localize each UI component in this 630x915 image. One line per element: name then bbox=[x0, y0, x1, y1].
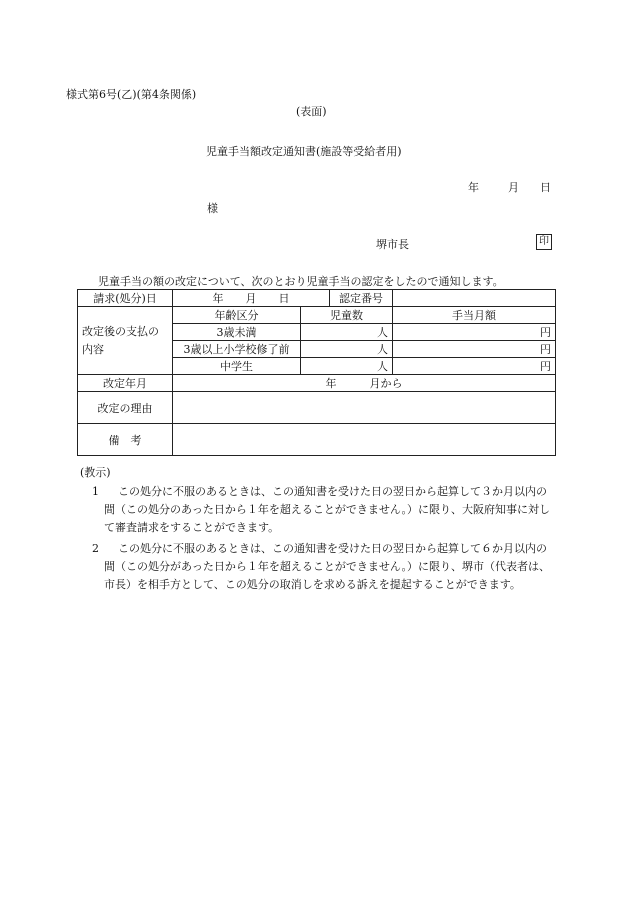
date-month: 月 bbox=[508, 181, 519, 194]
amount-unit: 円 bbox=[393, 341, 556, 358]
age-category: 3歳以上小学校修了前 bbox=[173, 341, 301, 358]
note-item bbox=[82, 483, 552, 537]
request-date-label: 請求(処分)日 bbox=[78, 290, 173, 307]
header-age: 年齢区分 bbox=[173, 307, 301, 324]
side-label: (表面) bbox=[296, 105, 327, 118]
age-category: 中学生 bbox=[173, 358, 301, 375]
notes-heading: (教示) bbox=[80, 466, 111, 479]
certification-table bbox=[77, 289, 556, 456]
header-amount: 手当月額 bbox=[393, 307, 556, 324]
table-row bbox=[78, 392, 556, 424]
table-row bbox=[78, 307, 556, 324]
remarks-label: 備 考 bbox=[78, 424, 173, 456]
seal-mark: 印 bbox=[536, 234, 552, 250]
count-unit: 人 bbox=[301, 358, 393, 375]
reason-value bbox=[173, 392, 556, 424]
intro-text: 児童手当の額の改定について、次のとおり児童手当の認定をしたので通知します。 bbox=[98, 275, 504, 288]
remarks-value bbox=[173, 424, 556, 456]
count-unit: 人 bbox=[301, 324, 393, 341]
note-number: 2 bbox=[92, 542, 99, 555]
note-item bbox=[82, 540, 552, 594]
note-number: 1 bbox=[92, 485, 99, 498]
amount-unit: 円 bbox=[393, 358, 556, 375]
table-row bbox=[78, 424, 556, 456]
date-year: 年 bbox=[468, 181, 479, 194]
table-row bbox=[78, 290, 556, 307]
header-count: 児童数 bbox=[301, 307, 393, 324]
request-date-value: 年 月 日 bbox=[173, 290, 330, 307]
date-line bbox=[468, 179, 551, 195]
recipient-suffix: 様 bbox=[207, 202, 218, 215]
reason-label: 改定の理由 bbox=[78, 392, 173, 424]
age-category: 3歳未満 bbox=[173, 324, 301, 341]
cert-number-label: 認定番号 bbox=[330, 290, 393, 307]
note-text: この処分に不服のあるときは、この通知書を受けた日の翌日から起算して３か月以内の間（この処分のあった日から１年を超えることができません。）に限り、大阪府知事に対して審査請求をすることができます。 bbox=[104, 485, 551, 534]
revision-month-label: 改定年月 bbox=[78, 375, 173, 392]
document-title: 児童手当額改定通知書(施設等受給者用) bbox=[206, 145, 402, 158]
payment-label: 改定後の支払の内容 bbox=[78, 307, 173, 375]
count-unit: 人 bbox=[301, 341, 393, 358]
cert-number-value bbox=[393, 290, 556, 307]
table-row bbox=[78, 375, 556, 392]
amount-unit: 円 bbox=[393, 324, 556, 341]
date-day: 日 bbox=[540, 181, 551, 194]
issuer-name: 堺市長 bbox=[376, 238, 409, 251]
revision-month-value: 年 月から bbox=[173, 375, 556, 392]
note-text: この処分に不服のあるときは、この通知書を受けた日の翌日から起算して６か月以内の間（この処分があった日から１年を超えることができません。）に限り、堺市（代表者は、市長）を相手方として、この処分の取消しを求める訴えを提起することができます。 bbox=[104, 542, 551, 591]
form-number: 様式第6号(乙)(第4条関係) bbox=[66, 88, 197, 101]
